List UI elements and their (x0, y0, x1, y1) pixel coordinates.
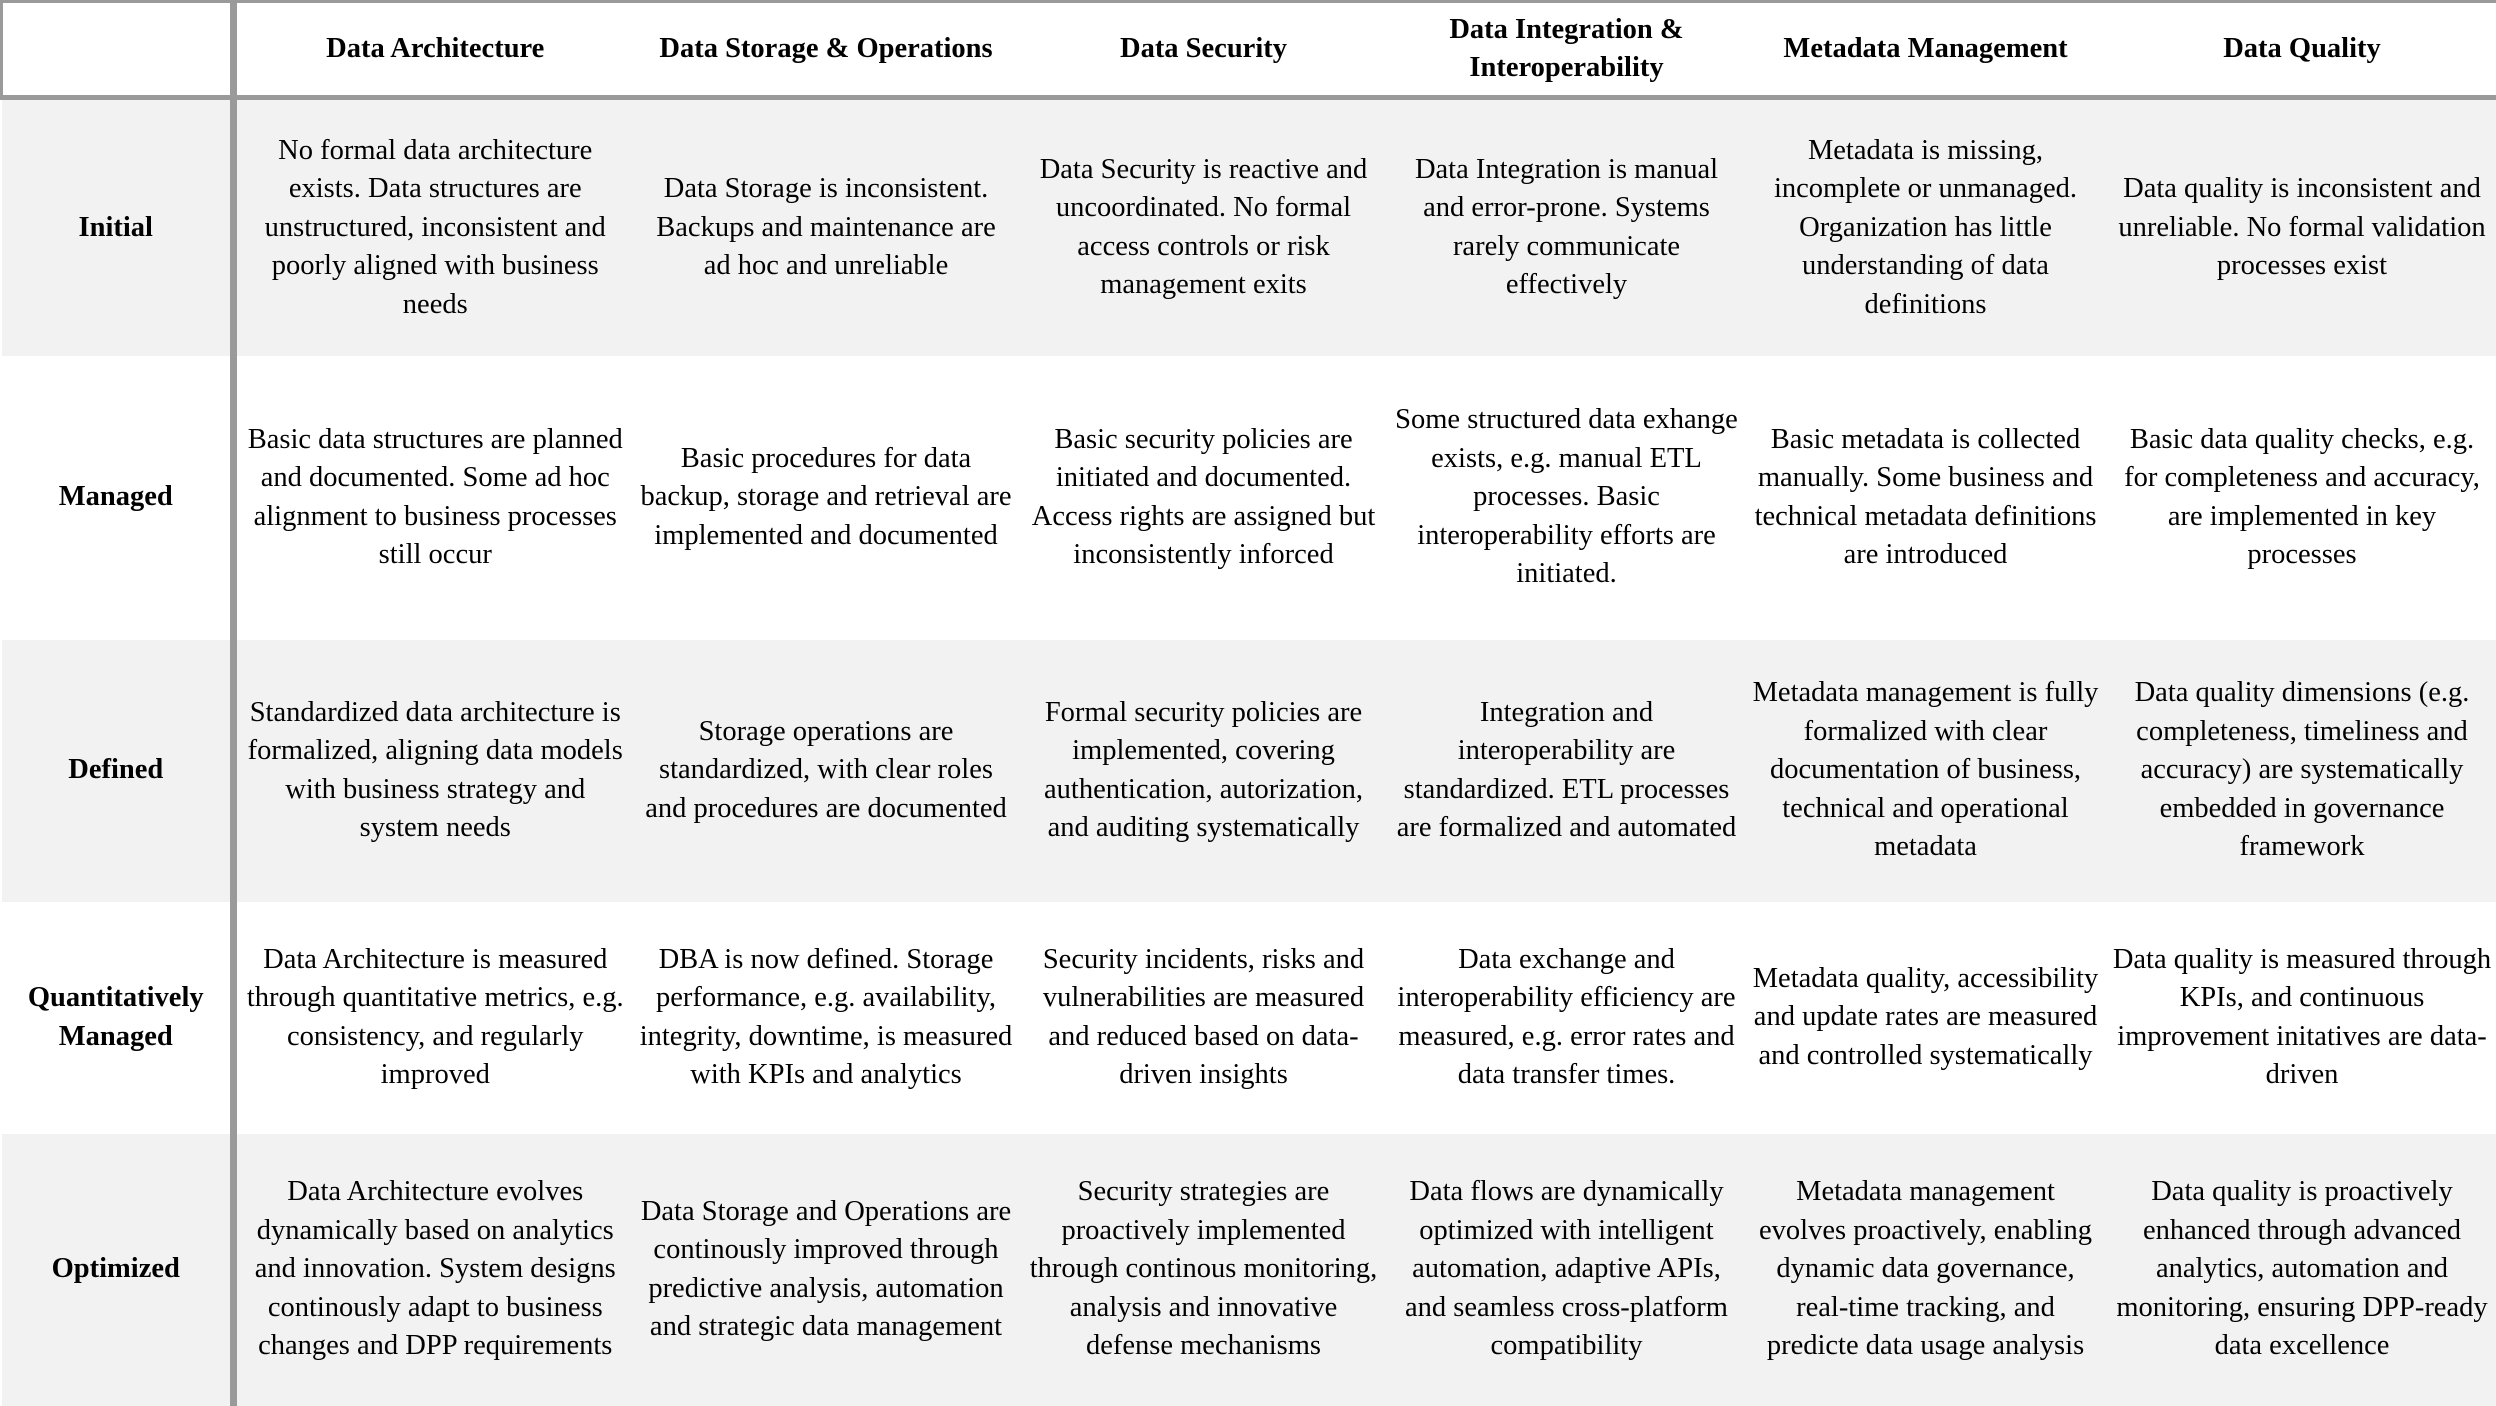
row-label-optimized: Optimized (2, 1134, 234, 1406)
table-cell: Formal security policies are implemented, covering authentication, autorization, and auditing systematically (1019, 640, 1389, 902)
table-cell: Storage operations are standardized, with clear roles and procedures are documented (634, 640, 1019, 902)
table-cell: Data quality is inconsistent and unreliable. No formal validation processes exist (2107, 98, 2496, 356)
table-cell: Data quality is measured through KPIs, and continuous improvement initatives are data-driven (2107, 902, 2496, 1134)
column-header-metadata-management: Metadata Management (1745, 2, 2107, 98)
table-cell: No formal data architecture exists. Data structures are unstructured, inconsistent and poorly aligned with business needs (234, 98, 634, 356)
column-header-data-storage-operations: Data Storage & Operations (634, 2, 1019, 98)
corner-cell (2, 2, 234, 98)
header-row (2, 2, 2496, 98)
table-cell: Basic data structures are planned and documented. Some ad hoc alignment to business processes still occur (234, 356, 634, 640)
table-row (2, 902, 2496, 1134)
table-cell: Standardized data architecture is formalized, aligning data models with business strategy and system needs (234, 640, 634, 902)
table-cell: DBA is now defined. Storage performance, e.g. availability, integrity, downtime, is measured with KPIs and analytics (634, 902, 1019, 1134)
column-header-data-security: Data Security (1019, 2, 1389, 98)
table-cell: Basic security policies are initiated and documented. Access rights are assigned but inconsistently inforced (1019, 356, 1389, 640)
table-cell: Security strategies are proactively implemented through continous monitoring, analysis and innovative defense mechanisms (1019, 1134, 1389, 1406)
row-label-managed: Managed (2, 356, 234, 640)
row-label-defined: Defined (2, 640, 234, 902)
table-cell: Data exchange and interoperability efficiency are measured, e.g. error rates and data transfer times. (1389, 902, 1745, 1134)
table-cell: Data flows are dynamically optimized with intelligent automation, adaptive APIs, and seamless cross-platform compatibility (1389, 1134, 1745, 1406)
table-cell: Data Architecture is measured through quantitative metrics, e.g. consistency, and regularly improved (234, 902, 634, 1134)
table-row (2, 640, 2496, 902)
table-row (2, 1134, 2496, 1406)
table-cell: Data Storage is inconsistent. Backups and maintenance are ad hoc and unreliable (634, 98, 1019, 356)
table-cell: Metadata management is fully formalized with clear documentation of business, technical and operational metadata (1745, 640, 2107, 902)
table-cell: Metadata is missing, incomplete or unmanaged. Organization has little understanding of data definitions (1745, 98, 2107, 356)
column-header-data-architecture: Data Architecture (234, 2, 634, 98)
row-label-quantitatively-managed: Quantitatively Managed (2, 902, 234, 1134)
table-row (2, 356, 2496, 640)
table-cell: Data Integration is manual and error-prone. Systems rarely communicate effectively (1389, 98, 1745, 356)
table-cell: Integration and interoperability are standardized. ETL processes are formalized and automated (1389, 640, 1745, 902)
table-cell: Data Security is reactive and uncoordinated. No formal access controls or risk management exits (1019, 98, 1389, 356)
table-cell: Data Architecture evolves dynamically based on analytics and innovation. System designs continously adapt to business changes and DPP requirements (234, 1134, 634, 1406)
table-cell: Basic procedures for data backup, storage and retrieval are implemented and documented (634, 356, 1019, 640)
table-cell: Basic data quality checks, e.g. for completeness and accuracy, are implemented in key processes (2107, 356, 2496, 640)
table-cell: Data Storage and Operations are continously improved through predictive analysis, automation and strategic data management (634, 1134, 1019, 1406)
table-row (2, 98, 2496, 356)
table-cell: Metadata quality, accessibility and update rates are measured and controlled systematically (1745, 902, 2107, 1134)
table-cell: Metadata management evolves proactively, enabling dynamic data governance, real-time tracking, and predicte data usage analysis (1745, 1134, 2107, 1406)
column-header-data-integration: Data Integration & Interoperability (1389, 2, 1745, 98)
table-cell: Data quality dimensions (e.g. completeness, timeliness and accuracy) are systematically embedded in governance framework (2107, 640, 2496, 902)
table-cell: Security incidents, risks and vulnerabilities are measured and reduced based on data-driven insights (1019, 902, 1389, 1134)
table-cell: Basic metadata is collected manually. Some business and technical metadata definitions are introduced (1745, 356, 2107, 640)
column-header-data-quality: Data Quality (2107, 2, 2496, 98)
row-label-initial: Initial (2, 98, 234, 356)
table-cell: Data quality is proactively enhanced through advanced analytics, automation and monitoring, ensuring DPP-ready data excellence (2107, 1134, 2496, 1406)
table-cell: Some structured data exhange exists, e.g. manual ETL processes. Basic interoperability efforts are initiated. (1389, 356, 1745, 640)
